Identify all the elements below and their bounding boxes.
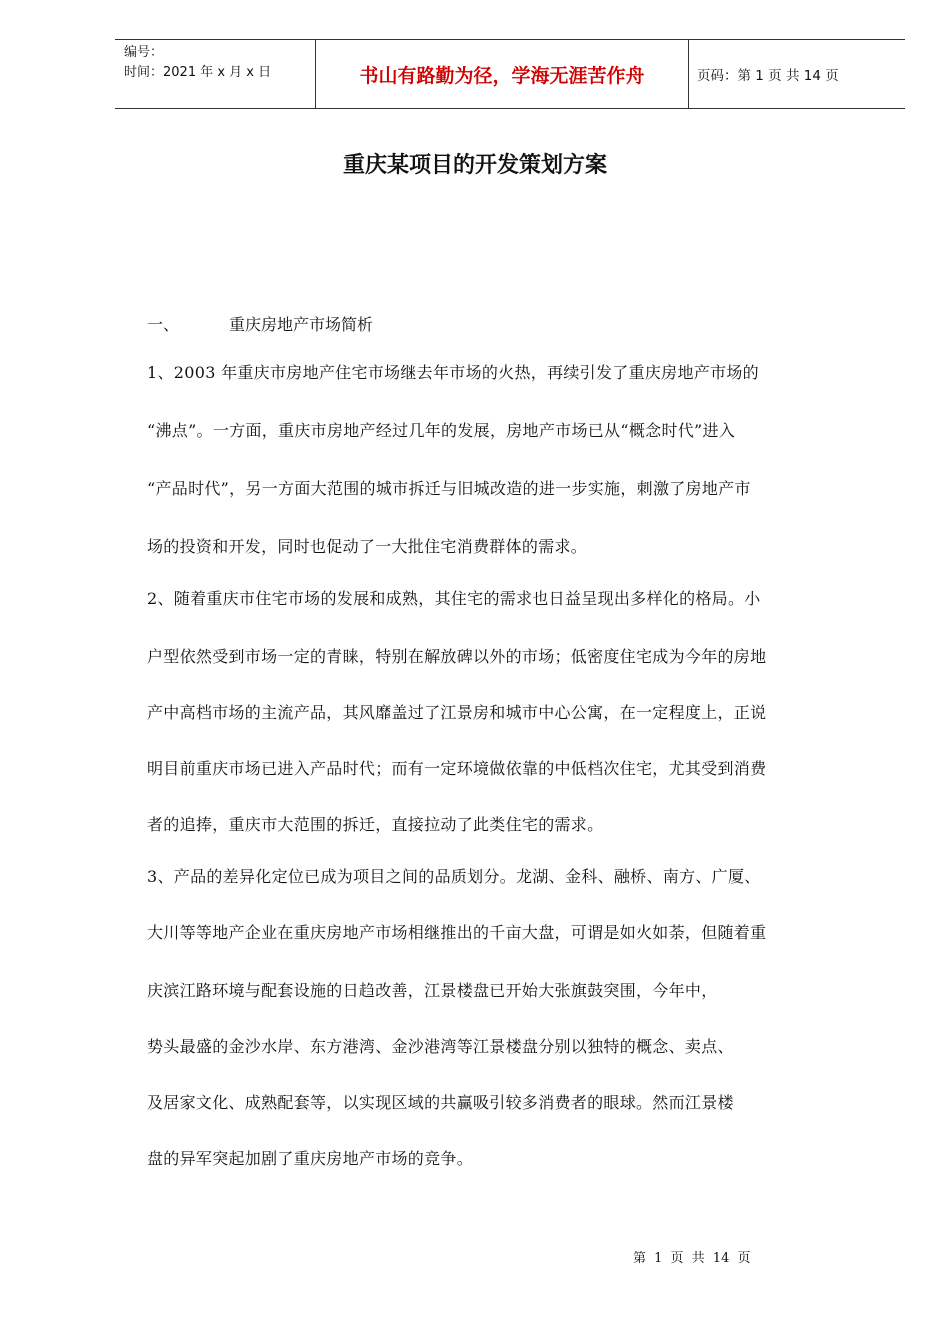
paragraph-line: 1、2003 年重庆市房地产住宅市场继去年市场的火热，再续引发了重庆房地产市场的	[147, 363, 759, 382]
page-footer: 第 1 页 共 14 页	[633, 1251, 751, 1266]
paragraph-line: “产品时代”，另一方面大范围的城市拆迁与旧城改造的进一步实施，刺激了房地产市	[147, 479, 751, 498]
header-page-cell	[689, 40, 905, 108]
paragraph-line: 者的追捧，重庆市大范围的拆迁，直接拉动了此类住宅的需求。	[147, 815, 604, 834]
paragraph-line: 势头最盛的金沙水岸、东方港湾、金沙港湾等江景楼盘分别以独特的概念、卖点、	[147, 1037, 734, 1056]
paragraph-line: 及居家文化、成熟配套等，以实现区域的共赢吸引较多消费者的眼球。然而江景楼	[147, 1093, 734, 1112]
header-motto-cell	[316, 40, 689, 108]
header-motto: 书山有路勤为径，学海无涯苦作舟	[359, 64, 645, 87]
document-title: 重庆某项目的开发策划方案	[342, 153, 607, 178]
header-table	[115, 39, 905, 109]
paragraph-line: 户型依然受到市场一定的青睐，特别在解放碑以外的市场；低密度住宅成为今年的房地	[147, 647, 767, 666]
paragraph-line: 产中高档市场的主流产品，其风靡盖过了江景房和城市中心公寓，在一定程度上，正说	[147, 703, 767, 722]
header-meta-cell	[115, 40, 316, 108]
paragraph-line: 大川等等地产企业在重庆房地产市场相继推出的千亩大盘，可谓是如火如荼，但随着重	[147, 923, 767, 942]
paragraph-line: “沸点”。一方面，重庆市房地产经过几年的发展，房地产市场已从“概念时代”进入	[147, 421, 736, 440]
paragraph-line: 盘的异军突起加剧了重庆房地产市场的竞争。	[147, 1149, 474, 1168]
section-heading	[147, 312, 373, 335]
paragraph-line: 明目前重庆市场已进入产品时代；而有一定环境做依靠的中低档次住宅，尤其受到消费	[147, 759, 767, 778]
section-number: 一、	[147, 315, 180, 334]
section-title: 重庆房地产市场简析	[229, 315, 374, 334]
paragraph-line: 庆滨江路环境与配套设施的日趋改善，江景楼盘已开始大张旗鼓突围，今年中，	[147, 981, 718, 1000]
paragraph-line: 2、随着重庆市住宅市场的发展和成熟，其住宅的需求也日益呈现出多样化的格局。小	[147, 589, 761, 608]
header-page-label: 页码：第 1 页 共 14 页	[697, 68, 839, 84]
document-number-label: 编号：	[124, 45, 164, 60]
paragraph-line: 3、产品的差异化定位已成为项目之间的品质划分。龙湖、金科、融桥、南方、广厦、	[147, 867, 761, 886]
paragraph-line: 场的投资和开发，同时也促动了一大批住宅消费群体的需求。	[147, 537, 588, 556]
document-time-label: 时间：2021 年 x 月 x 日	[124, 65, 272, 80]
